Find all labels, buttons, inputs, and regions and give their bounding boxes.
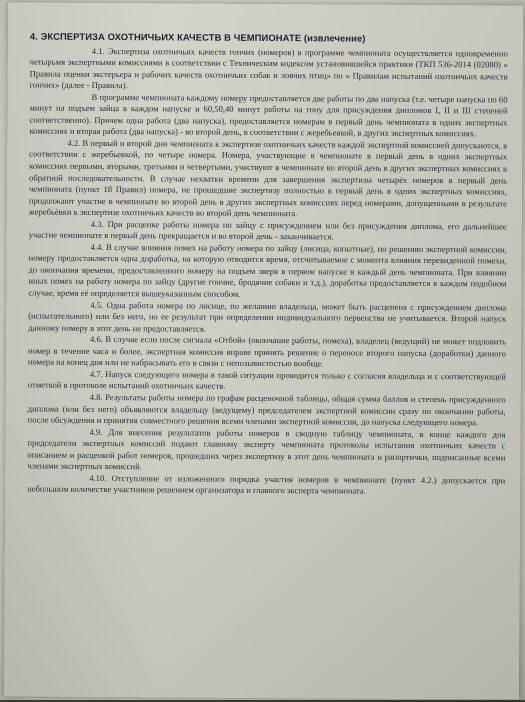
faded-stamp-mark — [184, 676, 335, 700]
section-title — [30, 31, 508, 45]
paragraph-4-3: 4.3. При расценке работы номера по зайцу с присуждением или без присуждения диплома, его дальнейшее участие чемпионате в первый день прекращается и во второй день - заканчивается. — [28, 218, 507, 242]
paragraph-4-6: 4.6. В случае если после сигнала «Отбой» (окончание работы, помеха), владелец (ведущий) не может подловить номер в течение часа и более, экспертная комиссия вправе принять решение о переносе второго напуска (доработки) данного номера на конец дня или не набрасывать его в связи с непозывистостью вообще. — [27, 334, 507, 369]
paragraph-4-9: 4.9. Для внесения результатов работы номеров в сводную таблицу чемпионата, в конце каждого дня председатели экспертных комиссий подают главному эксперту чемпионата протоколы испытания охотничьих качеств с описанием и расценкой работ номеров, прошедших через экспертизу в этот день чемпионата и рапортички, подписанные всеми членами экспертных комиссий. — [27, 426, 506, 472]
document-body — [27, 31, 508, 499]
paragraph-4-4: 4.4. В случае влияния помех на работу номера по зайцу (лисица, копытные), по решению экспертной комиссии, номеру предоставляется одна доработка, на которую отводится время, отсчитываемое с момента влияния перевиденной помехи, до окончания времени, предоставленного номеру на подъем зверя в первом напуске в каждый день чемпионата. При влиянии иных помех на работу номера по зайцу (другие гончие, бродячие собаки и т.д.), доработка предоставляется в каждом подобном случае, время её определяется вышеуказанным способом. — [28, 241, 507, 299]
paragraph-program: В программе чемпионата каждому номеру предоставляется две работы по два напуска (т.е. четыре напуска по 60 минут на подъем зайца в каждом напуске и 60,50,40 минут работы на гону для присуждения дипломов I, II и III степеней соответственно). Причем одна работа (два напуска), предоставляется номерам в первый день чемпионата в одних экспертных комиссиях и вторая работа (два напуска) - во второй день, в соответствии с жеребьевкой, в других экспертных комиссиях. — [29, 91, 508, 139]
paragraph-4-8: 4.8. Результаты работы номера по графам расценочной таблицы, общая сумма баллов и степень присужденного диплома (или без него) объявляются владельцу (ведущему) председателем экспертной комиссии сразу по окончании работы, после обсуждения и принятия совместного решения всеми членами экспертной комиссии, до напуска следующего номера. — [27, 391, 506, 428]
paragraph-4-10: 4.10. Отступление от изложенного порядка участия номеров в чемпионате (пункт 4.2.) допускается при небольшом количестве участников решением организатора и главного эксперта чемпионата. — [27, 472, 506, 496]
paragraph-4-2: 4.2. В первый и второй дни чемпионата к экспертизе охотничьих качеств каждой экспертной комиссией допускаются, в соответствии с жеребьевкой, по четыре номера. Номера, участвующие в чемпионате в первый день в одних экспертных комиссиях первыми, вторыми, третьими и четвертыми, участвуют в чемпионате во второй день в других экспертных комиссиях в обратной последовательности. В случае нехватки времени для завершения экспертизы четырёх номеров в первый день чемпионата (пункт 18 Правил) номера, не прошедшие экспертизу полностью в первый день в одних экспертных комиссиях, продолжают участие в чемпионате во второй день в других экспертных комиссиях перед номерами, допущенными в результате жеребьёвки к экспертизе охотничьих качеств во второй день чемпионата. — [28, 137, 508, 219]
paragraph-4-7: 4.7. Напуск следующего номера в такой ситуации проводится только с согласия владельца и с соответствующей отметкой в протоколе испытаний охотничьих качеств. — [27, 368, 506, 392]
section-title-sub: (извлечение) — [303, 32, 366, 44]
section-title-main: 4. ЭКСПЕРТИЗА ОХОТНИЧЬИХ КАЧЕСТВ В ЧЕМПИОНАТЕ — [29, 30, 302, 44]
paragraph-4-5: 4.5. Одна работа номера по лисице, по желанию владельца, может быть расценена с присуждением диплома (испытательного) или без него, но ее результат при определении индивидуального первенства не учитывается. Второй напуск данному номеру в этот день не предоставляется. — [28, 299, 507, 334]
paragraph-4-1: 4.1. Экспертиза охотничьих качеств гончих (номеров) в программе чемпионата осуществляется одновременно четырьмя экспертными комиссиями в соответствии с Техническим кодексом установившейся практики (ТКП 536-2014 (02080) « Правила оценки экстерьера и рабочих качеств охотничьих собак и ловчих птиц» по « Правилам испытаний охотничьих качеств гончих» (далее - Правила). — [29, 45, 508, 91]
document-page — [4, 2, 523, 699]
